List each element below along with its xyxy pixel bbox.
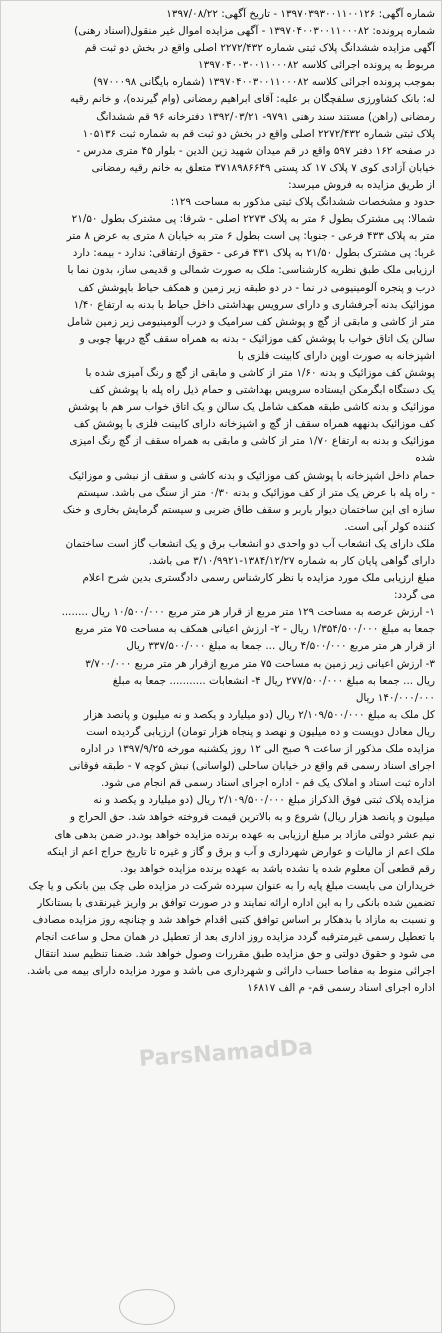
notice-line: خیابان آزادی کوی ۷ پلاک ۱۷ کد پستی ۳۷۱۸۹۸۶۶۴۹ متعلق به خانم رقیه رمضانی — [91, 161, 435, 174]
notice-line: خریداران می بایست مبلغ پایه را به عنوان سپرده شرکت در مزایده طی چک بین بانکی و یا چک — [28, 879, 435, 892]
notice-line: از قرار هر متر مربع ۴/۵۰۰/۰۰۰ ریال ... جمعا به مبلغ ۳۳۷/۵۰۰/۰۰۰ ریال — [126, 640, 435, 653]
notice-line: شماره آگهی: ۱۳۹۷۰۳۹۳۰۰۱۱۰۰۱۲۶ - تاریخ آگهی: ۱۳۹۷/۰۸/۲۲ — [166, 8, 435, 20]
office-seal-stamp — [119, 1289, 175, 1325]
notice-line: موزائیک بدنه آجرفشاری و دارای سرویس بهداشتی داخل حیاط با بدنه به ارتفاع ۱/۴۰ — [73, 298, 435, 311]
parsnamad-watermark: ParsNamadDa — [138, 1034, 314, 1073]
notice-line: ۱- ارزش عرصه به مساحت ۱۲۹ متر مربع از قرار هر متر مربع ۱۰/۵۰۰/۰۰۰ ریال ........ — [61, 606, 435, 619]
notice-line: اداره اجرای اسناد رسمی قم- م الف ۱۶۸۱۷ — [247, 982, 435, 995]
notice-line: - راه پله با عرض یک متر از کف موزائیک و بدنه ۰/۳۰ متر از سنگ می باشد. سیستم — [77, 486, 435, 499]
notice-line: ۱۴۰/۰۰۰/۰۰۰ ریال — [355, 691, 435, 704]
notice-line: اشپزخانه به صورت اوپن دارای کابینت فلزی با — [237, 349, 435, 362]
notice-line: موزائیک و بدنه به ارتفاع ۱/۷۰ متر از کاشی و مابقی به همراه سقف از گچ رنگ امیزی — [69, 435, 435, 448]
notice-line: له: بانک کشاورزی سلفچگان بر علیه: آقای ابراهیم رمضانی (وام گیرنده)، و خانم رقیه — [69, 93, 435, 106]
notice-line: بموجب پرونده اجرائی کلاسه ۱۳۹۷۰۴۰۰۳۰۰۱۱۰۰۰۸۲ (شماره بایگانی ۹۷۰۰۰۹۸) — [93, 76, 435, 89]
notice-line: جمعا به مبلغ ۱/۳۵۴/۵۰۰/۰۰۰ ریال - ۲- ارزش اعیانی همکف به مساحت ۷۵ متر مربع — [75, 623, 435, 636]
notice-line: کف موزائیک بدنههه همراه سقف از گچ و اشپزخانه دارای کابینت فلزی با پوشش کف — [73, 418, 435, 431]
notice-line: یک دستگاه ابگرمکن ایستاده سرویس بهداشتی و حمام ذیل راه پله با پوشش کف — [89, 384, 435, 397]
notice-line: متر به پلاک ۴۳۳ فرعی - جنوبا: پی است بطول ۶ متر به خیابان ۸ متری به عرض ۸ متر — [66, 230, 435, 243]
notice-line: ریال ... جمعا به مبلغ ۲۷۷/۵۰۰/۰۰۰ ریال ۴- انشعابات ........... جمعا به مبلغ — [112, 674, 435, 687]
notice-line: سالن یک اتاق خواب با پوشش کف موزائیک - بدنه به همراه سقف گچ دربها چوبی و — [79, 332, 435, 345]
notice-line: کل ملک به مبلغ ۲/۱۰۹/۵۰۰/۰۰۰ ریال (دو میلیارد و یکصد و نه میلیون و پانصد هزار — [84, 708, 435, 721]
notice-line: نیم عشر دولتی مازاد بر مبلغ ارزیابی به عهده برنده مزایده خواهد بود.در ضمن بدهی های — [54, 828, 435, 841]
notice-line: مبلغ ارزیابی ملک مورد مزایده با نظر کارشناس رسمی دادگستری بدین شرح اعلام — [82, 572, 435, 585]
notice-line: ملک اعم از مالیات و عوارض شهرداری و آب و برق و گاز و غیره تا تاریخ حراج اعم از اینکه — [46, 845, 435, 858]
notice-line: شمالا: پی مشترک بطول ۶ متر به پلاک ۲۲۷۳ اصلی - شرقا: پی مشترک بطول ۲۱/۵۰ — [71, 213, 435, 226]
notice-line: شده — [415, 452, 435, 465]
notice-line: ریال معادل دویست و ده میلیون و نهصد و پنجاه هزار تومان) ارزیابی گردیده است — [86, 725, 435, 738]
notice-line: حدود و مشخصات ششدانگ پلاک ثبتی مذکور به مساحت ۱۲۹: — [170, 196, 435, 209]
notice-line: اجرائی منوط به مفاصا حساب دارائی و شهرداری می باشد و مورد مزایده دارای بیمه می باشد. — [27, 965, 435, 978]
notice-line: مزایده پلاک ثبتی فوق الذکراز مبلغ ۲/۱۰۹/۵۰۰/۰۰۰ ریال (دو میلیارد و یکصد و نه — [93, 794, 435, 807]
notice-line: حمام داخل اشپزخانه با پوشش کف موزائیک و بدنه کاشی و سقف از نبشی و موزائیک — [68, 469, 435, 482]
notice-line: سازه ای این ساختمان دیوار باربر و سقف طاق ضربی و سیستم گرمایش بخاری و خنک — [62, 503, 435, 516]
notice-line: متر از کاشی و مابقی از گچ و پوشش کف سرامیک و درب آلومینیومی زیر زمین شامل — [66, 315, 435, 328]
notice-body — [7, 6, 435, 997]
notice-line: می شود و حقوق دولتی و حق مزایده طبق مقررات وصول خواهد شد. ضمنا تنظیم سند انتقال — [34, 948, 435, 961]
notice-line: رقم قطعی آن معلوم شده یا نشده باشد به عهده برنده مزایده خواهد بود. — [120, 862, 435, 875]
notice-line: پلاک ثبتی شماره ۲۲۷۲/۴۳۲ اصلی واقع در بخش دو ثبت قم به شماره ثبت ۱۰۵۱۳۶ — [82, 127, 435, 140]
notice-line: تضمین شده بانکی را به این اداره ارائه نمایند و در صورت توافق بر واریز غیرنقدی با بستانکار — [37, 896, 435, 909]
notice-line: موزائیک و بدنه کاشی طبقه همکف شامل یک سالن و یک اتاق خواب سر هم با پوشش — [68, 401, 435, 414]
notice-line: مزایده ملک مذکور از ساعت ۹ صبح الی ۱۲ روز یکشنبه مورخه ۱۳۹۷/۹/۲۵ در اداره — [80, 743, 435, 756]
notice-line: با تعطیل رسمی غیرمترقبه گردد مزایده روز اداری بعد از تعطیل در همان محل و ساعت انجام — [35, 931, 435, 944]
notice-line: میلیون و پانصد هزار ریال) شروع و به بالاترین قیمت فروخته خواهد شد. حق الحراج و — [69, 811, 435, 824]
notice-line: در صفحه ۱۶۲ دفتر ۵۹۷ واقع در قم میدان شهید زین الدین - بلوار ۴۵ متری مدرس - — [76, 144, 435, 157]
notice-line: شماره پرونده: ۱۳۹۷۰۴۰۰۳۰۰۱۱۰۰۰۸۲ - آگهی مزایده اموال غیر منقول(اسناد رهنی) — [74, 25, 435, 38]
notice-line: ارزیابی ملک طبق نظریه کارشناسی: ملک به صورت شمالی و قدیمی ساز، بدون نما با — [67, 264, 435, 277]
notice-line: مربوط به پرونده اجرائی کلاسه ۱۳۹۷۰۴۰۰۳۰۰۱۱۰۰۰۸۲ — [198, 59, 435, 72]
notice-line: دارای گواهی پایان کار به شماره ۱۳۸۴/۱۲/۲۷-۳/۱۰/۹۹۲۱ می باشد. — [148, 555, 435, 567]
notice-line: درب و پنجره آلومینیومی در نما - در دو طبقه زیر زمین و همکف حیاط باپوشش کف — [78, 281, 435, 294]
notice-line: اداره ثبت اسناد و املاک یک قم - اداره اجرای اسناد رسمی قم انجام می شود. — [101, 777, 435, 790]
notice-line: و نسبت به مازاد با بدهکار بر اساس توافق کتبی اقدام خواهد شد و چنانچه روز مزایده مصادف — [32, 913, 435, 926]
notice-line: رمضانی (راهن) مستند سند رهنی ۹۷۹۱- ۱۳۹۲/۰۳/۲۱ دفترخانه ۹۶ قم ششدانگ — [96, 110, 435, 123]
notice-line: کننده کولر آبی است. — [344, 520, 435, 533]
notice-line: اجرای اسناد رسمی قم واقع در خیابان ساحلی (لواسانی) نبش کوچه ۷ - طبقه فوقانی — [68, 760, 435, 773]
notice-line: ملک دارای یک انشعاب آب دو واحدی دو انشعاب برق و یک انشعاب گاز است ساختمان — [65, 537, 435, 550]
notice-line: پوشش کف موزائیک و بدنه ۱/۶۰ متر از کاشی و مابقی از گچ و رنگ آمیزی شده با — [85, 366, 435, 379]
notice-line: از طریق مزایده به فروش میرسد: — [288, 178, 435, 191]
notice-line: می گردد: — [394, 589, 435, 602]
notice-line: ۳- ارزش اعیانی زیر زمین به مساحت ۷۵ متر مربع ازقرار هر متر مربع ۳/۷۰۰/۰۰۰ — [85, 657, 435, 670]
notice-line: غربا: پی مشترک بطول ۲۱/۵۰ به پلاک ۴۳۱ فرعی - حقوق ارتفاقی: ندارد - بیمه: دارد — [72, 247, 435, 260]
notice-line: آگهی مزایده ششدانگ پلاک ثبتی شماره ۲۲۷۲/۴۳۲ اصلی واقع در بخش دو ثبت قم — [84, 42, 435, 55]
